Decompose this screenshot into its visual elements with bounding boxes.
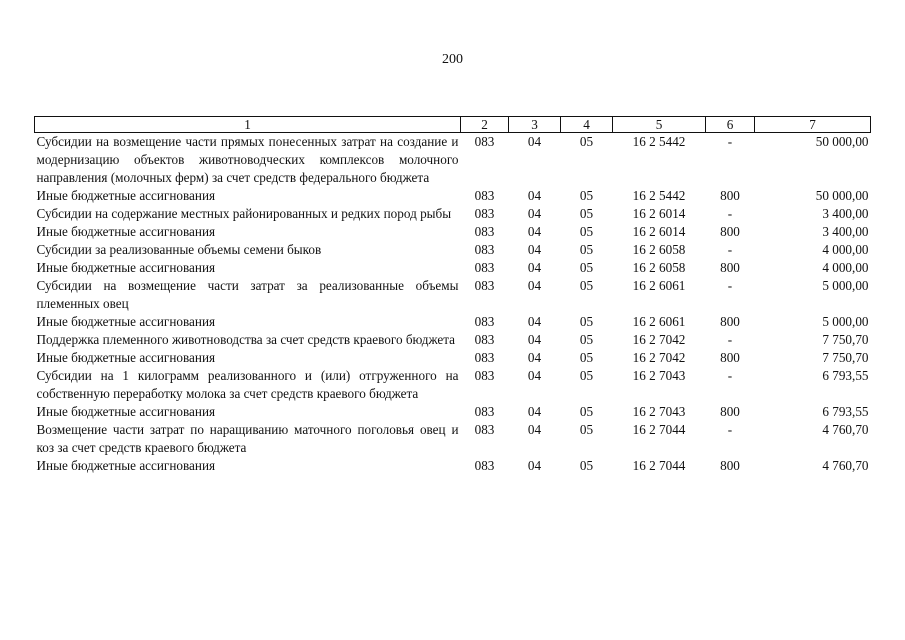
row-amount: 3 400,00 [822,206,869,221]
row-col-3: 04 [527,260,542,275]
row-col-3: 04 [527,404,542,419]
row-col-5: 16 2 6061 [632,278,686,293]
row-col-2: 083 [474,458,495,473]
row-col-6: - [727,422,733,437]
row-col-3: 04 [527,422,542,437]
row-col-5: 16 2 6061 [632,314,686,329]
table-row [35,457,871,475]
table-row [35,223,871,241]
row-col-2: 083 [474,206,495,221]
row-amount: 3 400,00 [822,224,869,239]
row-col-2: 083 [474,350,495,365]
row-col-2: 083 [474,368,495,383]
row-col-3: 04 [527,350,542,365]
row-col-2: 083 [474,260,495,275]
row-col-2: 083 [474,332,495,347]
row-col-4: 05 [579,350,594,365]
row-description: Возмещение части затрат по наращиванию маточного поголовья овец и коз за счет средств краевого бюджета [36,422,459,455]
header-col-1: 1 [35,117,461,133]
row-col-3: 04 [527,368,542,383]
table-row [35,187,871,205]
row-amount: 4 760,70 [822,422,869,437]
row-description: Субсидии на возмещение части затрат за реализованные объемы племенных овец [36,278,459,311]
table-row [35,331,871,349]
row-col-6: - [727,278,733,293]
row-col-5: 16 2 6058 [632,242,686,257]
row-col-4: 05 [579,134,594,149]
row-col-4: 05 [579,188,594,203]
row-col-6: - [727,134,733,149]
header-col-2: 2 [461,117,509,133]
row-col-2: 083 [474,188,495,203]
header-col-4: 4 [561,117,613,133]
row-description: Поддержка племенного животноводства за счет средств краевого бюджета [36,332,456,347]
row-amount: 6 793,55 [822,404,869,419]
header-col-6: 6 [706,117,755,133]
table-row [35,133,871,188]
row-col-3: 04 [527,242,542,257]
row-col-3: 04 [527,188,542,203]
row-description: Иные бюджетные ассигнования [36,458,216,473]
row-col-6: 800 [720,188,740,203]
row-col-2: 083 [474,404,495,419]
row-description: Иные бюджетные ассигнования [36,314,216,329]
row-amount: 50 000,00 [815,188,869,203]
row-col-6: - [727,332,733,347]
row-col-4: 05 [579,314,594,329]
row-col-6: 800 [720,350,740,365]
row-col-5: 16 2 7042 [632,332,686,347]
row-col-2: 083 [474,314,495,329]
row-col-6: 800 [720,224,740,239]
row-description: Субсидии на содержание местных районированных и редких пород рыбы [36,206,452,221]
row-col-4: 05 [579,242,594,257]
row-col-4: 05 [579,458,594,473]
row-description: Иные бюджетные ассигнования [36,404,216,419]
table-row [35,259,871,277]
row-col-6: - [727,242,733,257]
row-amount: 4 000,00 [822,242,869,257]
row-col-3: 04 [527,134,542,149]
row-amount: 7 750,70 [822,332,869,347]
row-description: Субсидии на возмещение части прямых понесенных затрат на создание и модернизацию объектов животноводческих комплексов молочного направления (молочных ферм) за счет средств федерального бюджета [36,134,459,185]
row-col-4: 05 [579,422,594,437]
table-row [35,367,871,403]
budget-table [34,116,871,475]
row-col-2: 083 [474,422,495,437]
row-description: Иные бюджетные ассигнования [36,350,216,365]
header-row [35,117,871,133]
table-row [35,421,871,457]
row-col-6: 800 [720,404,740,419]
row-col-6: 800 [720,458,740,473]
table-row [35,349,871,367]
row-amount: 4 000,00 [822,260,869,275]
row-amount: 7 750,70 [822,350,869,365]
row-col-5: 16 2 5442 [632,188,686,203]
row-col-4: 05 [579,206,594,221]
header-col-3: 3 [509,117,561,133]
row-col-5: 16 2 6058 [632,260,686,275]
row-col-5: 16 2 7042 [632,350,686,365]
row-col-4: 05 [579,368,594,383]
row-col-6: 800 [720,260,740,275]
header-col-7: 7 [755,117,871,133]
row-amount: 6 793,55 [822,368,869,383]
row-col-3: 04 [527,332,542,347]
table-row [35,241,871,259]
row-col-5: 16 2 6014 [632,224,686,239]
row-col-5: 16 2 7043 [632,368,686,383]
row-col-4: 05 [579,332,594,347]
row-col-5: 16 2 7044 [632,458,686,473]
row-col-4: 05 [579,224,594,239]
row-col-6: 800 [720,314,740,329]
row-col-5: 16 2 6014 [632,206,686,221]
row-amount: 4 760,70 [822,458,869,473]
table-row [35,205,871,223]
row-amount: 5 000,00 [822,314,869,329]
table-row [35,313,871,331]
row-col-3: 04 [527,206,542,221]
row-description: Субсидии на 1 килограмм реализованного и (или) отгруженного на собственную переработку молока за счет средств краевого бюджета [36,368,459,401]
row-description: Иные бюджетные ассигнования [36,224,216,239]
row-col-4: 05 [579,260,594,275]
row-description: Иные бюджетные ассигнования [36,260,216,275]
row-amount: 50 000,00 [815,134,869,149]
row-description: Субсидии за реализованные объемы семени быков [36,242,322,257]
header-col-5: 5 [613,117,706,133]
row-col-5: 16 2 7044 [632,422,686,437]
row-col-6: - [727,368,733,383]
page-number: 200 [442,52,463,67]
row-col-3: 04 [527,224,542,239]
table-row [35,277,871,313]
row-col-2: 083 [474,134,495,149]
row-col-4: 05 [579,404,594,419]
row-col-5: 16 2 5442 [632,134,686,149]
row-col-3: 04 [527,458,542,473]
row-col-6: - [727,206,733,221]
table-row [35,403,871,421]
row-col-4: 05 [579,278,594,293]
row-col-3: 04 [527,314,542,329]
row-col-2: 083 [474,278,495,293]
row-description: Иные бюджетные ассигнования [36,188,216,203]
row-col-3: 04 [527,278,542,293]
row-amount: 5 000,00 [822,278,869,293]
row-col-2: 083 [474,224,495,239]
row-col-2: 083 [474,242,495,257]
row-col-5: 16 2 7043 [632,404,686,419]
